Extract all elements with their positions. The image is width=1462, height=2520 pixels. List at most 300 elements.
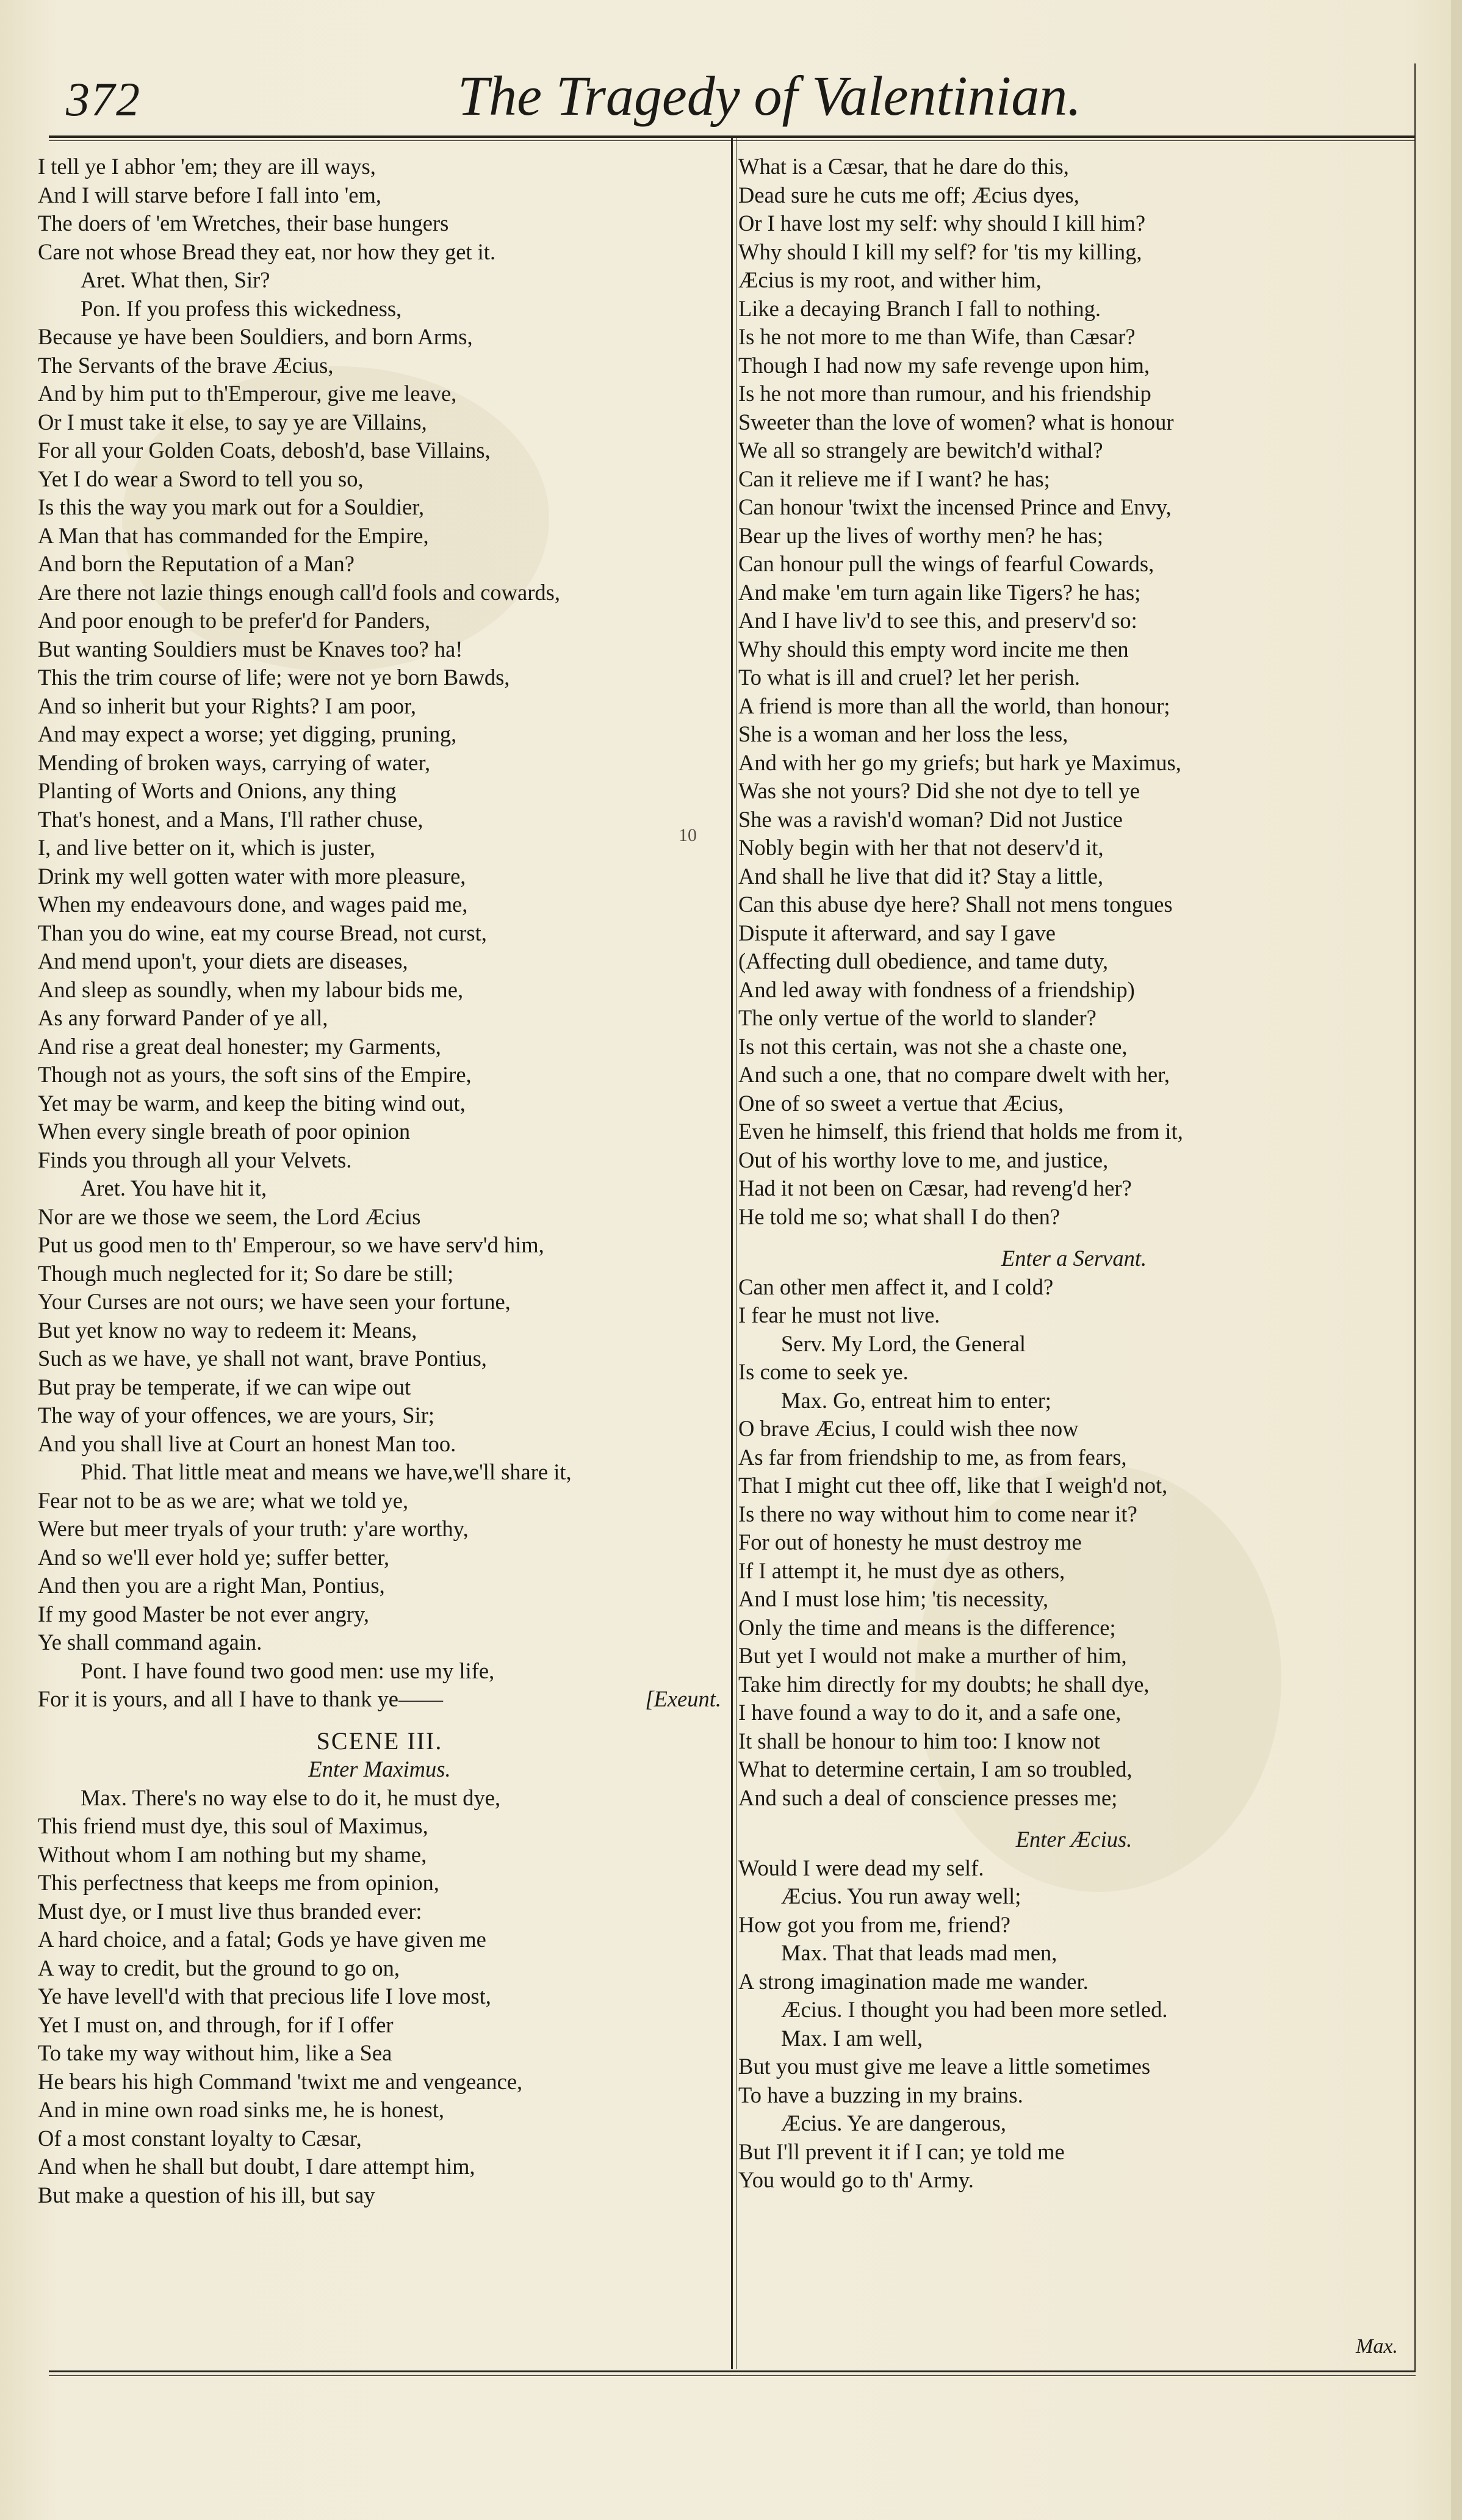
verse-line [738, 550, 1410, 579]
line-text: He bears his high Command 'twixt me and vengeance, [38, 2068, 523, 2094]
spacer [38, 1714, 721, 1727]
line-text: But make a question of his ill, but say [38, 2182, 375, 2208]
line-text: Æcius. You run away well; [781, 1883, 1021, 1908]
verse-line [38, 1260, 721, 1288]
line-text: Were but meer tryals of your truth: y'are worthy, [38, 1516, 469, 1541]
verse-line [738, 493, 1410, 522]
verse-line [738, 1699, 1410, 1727]
verse-line [738, 720, 1410, 749]
line-text: I tell ye I abhor 'em; they are ill ways, [38, 154, 376, 179]
line-text: Bear up the lives of worthy men? he has; [738, 522, 1104, 548]
line-text: Dead sure he cuts me off; Æcius dyes, [738, 182, 1079, 208]
verse-line [38, 1812, 721, 1841]
line-text: Æcius is my root, and wither him, [738, 267, 1042, 292]
line-text: Phid. That little meat and means we have,we'll share it, [81, 1459, 572, 1484]
right-border-rule [1414, 63, 1416, 2370]
line-text: How got you from me, friend? [738, 1912, 1011, 1937]
line-text: Because ye have been Souldiers, and born Arms, [38, 324, 473, 349]
verse-line [38, 352, 721, 380]
verse-line [38, 1117, 721, 1146]
line-text: A strong imagination made me wander. [738, 1968, 1089, 1994]
line-text: Is there no way without him to come near it? [738, 1501, 1137, 1526]
line-text: A Man that has commanded for the Empire, [38, 522, 429, 548]
line-text: Æcius. Ye are dangerous, [781, 2110, 1006, 2136]
line-text: And born the Reputation of a Man? [38, 551, 355, 576]
line-text: And I will starve before I fall into 'em, [38, 182, 382, 208]
line-text: As any forward Pander of ye all, [38, 1005, 328, 1030]
verse-line [738, 2166, 1410, 2195]
line-text: I fear he must not live. [738, 1302, 940, 1327]
line-text: Ye shall command again. [38, 1630, 262, 1655]
line-text: Finds you through all your Velvets. [38, 1147, 352, 1172]
line-text: Though not as yours, the soft sins of the Empire, [38, 1062, 472, 1087]
line-text: Or I have lost my self: why should I kill him? [738, 211, 1146, 236]
verse-line [38, 493, 721, 522]
line-text: Had it not been on Cæsar, had reveng'd her? [738, 1175, 1132, 1200]
verse-line [38, 1685, 721, 1714]
verse-line [738, 1784, 1410, 1813]
line-text: This perfectness that keeps me from opinion, [38, 1870, 439, 1895]
line-text: The only vertue of the world to slander? [738, 1005, 1096, 1030]
line-text: And such a one, that no compare dwelt with her, [738, 1062, 1170, 1087]
verse-line [738, 1968, 1410, 1996]
line-text: And sleep as soundly, when my labour bids me, [38, 977, 464, 1002]
verse-line [738, 522, 1410, 551]
verse-line [38, 579, 721, 607]
verse-line [38, 238, 721, 267]
line-text: And such a deal of conscience presses me; [738, 1785, 1118, 1810]
line-text: Can honour 'twixt the incensed Prince and Envy, [738, 494, 1172, 519]
line-text: And led away with fondness of a friendship) [738, 977, 1135, 1002]
line-text: I, and live better on it, which is juster, [38, 835, 376, 860]
verse-line [38, 1373, 721, 1402]
verse-line [38, 2068, 721, 2096]
verse-line [38, 380, 721, 408]
scene-heading [38, 1727, 721, 1756]
line-text: And then you are a right Man, Pontius, [38, 1573, 385, 1598]
line-text: When my endeavours done, and wages paid me, [38, 892, 468, 917]
verse-line [738, 352, 1410, 380]
line-text: Like a decaying Branch I fall to nothing. [738, 295, 1101, 321]
verse-line [38, 635, 721, 664]
verse-line [738, 1670, 1410, 1699]
verse-line [738, 1273, 1410, 1302]
verse-line [38, 919, 721, 948]
line-text: And I must lose him; 'tis necessity, [738, 1586, 1049, 1611]
line-text: Is not this certain, was not she a chaste one, [738, 1033, 1128, 1059]
line-text: And so we'll ever hold ye; suffer better, [38, 1544, 390, 1570]
line-text: Is he not more than rumour, and his friendship [738, 381, 1151, 406]
line-text: Can this abuse dye here? Shall not mens tongues [738, 892, 1173, 917]
verse-line [38, 209, 721, 238]
verse-line [38, 1231, 721, 1260]
verse-line [38, 1288, 721, 1316]
verse-line [738, 2109, 1410, 2138]
line-text: O brave Æcius, I could wish thee now [738, 1416, 1079, 1441]
verse-line [738, 1911, 1410, 1940]
verse-line [738, 1614, 1410, 1642]
column-divider [731, 135, 733, 2369]
verse-line [738, 153, 1410, 181]
verse-line [738, 1755, 1410, 1784]
line-text: Nor are we those we seem, the Lord Æcius [38, 1204, 421, 1229]
verse-line [38, 1784, 721, 1813]
verse-line [38, 1628, 721, 1657]
line-text: Max. Go, entreat him to enter; [781, 1387, 1051, 1413]
verse-line [738, 1146, 1410, 1175]
verse-line [38, 1458, 721, 1487]
verse-line [738, 238, 1410, 267]
verse-line [38, 890, 721, 919]
line-text: Your Curses are not ours; we have seen your fortune, [38, 1289, 511, 1314]
line-text: Max. That that leads mad men, [781, 1940, 1057, 1965]
line-text: You would go to th' Army. [738, 2167, 974, 2192]
verse-line [738, 1557, 1410, 1586]
footer-rule-thin [49, 2375, 1416, 2376]
line-text: And shall he live that did it? Stay a little, [738, 863, 1104, 889]
line-text: Though I had now my safe revenge upon him, [738, 352, 1150, 378]
line-text: Put us good men to th' Emperour, so we have serv'd him, [38, 1232, 544, 1257]
verse-line [738, 976, 1410, 1005]
verse-line [738, 862, 1410, 891]
line-text: Dispute it afterward, and say I gave [738, 920, 1056, 945]
verse-line [38, 692, 721, 721]
line-text: Mending of broken ways, carrying of water, [38, 749, 431, 775]
verse-line [38, 266, 721, 295]
verse-line [738, 777, 1410, 806]
verse-line [38, 153, 721, 181]
verse-line [738, 1387, 1410, 1415]
verse-line [738, 1727, 1410, 1756]
line-text: This friend must dye, this soul of Maximus, [38, 1813, 428, 1838]
verse-line [738, 834, 1410, 862]
verse-line [38, 1869, 721, 1897]
line-text: The Servants of the brave Æcius, [38, 352, 334, 378]
line-text: A hard choice, and a fatal; Gods ye have given me [38, 1927, 486, 1952]
line-text: Than you do wine, eat my course Bread, not curst, [38, 920, 487, 945]
line-text: When every single breath of poor opinion [38, 1119, 411, 1144]
verse-line [38, 1841, 721, 1869]
verse-line [738, 1471, 1410, 1500]
verse-line [738, 1882, 1410, 1911]
verse-line [738, 295, 1410, 323]
verse-line [38, 323, 721, 352]
verse-line [738, 1854, 1410, 1883]
line-text: To have a buzzing in my brains. [738, 2082, 1023, 2107]
line-text: Can it relieve me if I want? he has; [738, 466, 1050, 491]
line-text: He told me so; what shall I do then? [738, 1204, 1060, 1229]
line-text: Fear not to be as we are; what we told ye, [38, 1487, 409, 1513]
line-text: We all so strangely are bewitch'd withal? [738, 438, 1103, 463]
line-text: But pray be temperate, if we can wipe out [38, 1374, 411, 1399]
verse-line [38, 1954, 721, 1983]
line-text: And I have liv'd to see this, and preserv'd so: [738, 608, 1137, 633]
line-text: If I attempt it, he must dye as others, [738, 1558, 1065, 1583]
verse-line [738, 1174, 1410, 1203]
line-text: That's honest, and a Mans, I'll rather chuse, [38, 806, 423, 832]
verse-line [738, 1203, 1410, 1232]
verse-line [738, 2024, 1410, 2053]
line-text: Was she not yours? Did she not dye to tell ye [738, 778, 1140, 803]
verse-line [738, 2081, 1410, 2110]
verse-line [738, 749, 1410, 778]
verse-line [738, 408, 1410, 437]
verse-line [38, 1033, 721, 1061]
line-text: And poor enough to be prefer'd for Panders, [38, 608, 431, 633]
verse-line [38, 1657, 721, 1686]
line-text: To what is ill and cruel? let her perish. [738, 665, 1080, 690]
line-text: But I'll prevent it if I can; ye told me [738, 2139, 1065, 2164]
verse-line [738, 692, 1410, 721]
verse-line [38, 1487, 721, 1515]
verse-line [738, 181, 1410, 210]
line-text: Such as we have, ye shall not want, brave Pontius, [38, 1346, 487, 1371]
verse-line [738, 1500, 1410, 1529]
verse-line [38, 1004, 721, 1033]
line-text: Must dye, or I must live thus branded ever: [38, 1898, 422, 1924]
line-text: Without whom I am nothing but my shame, [38, 1841, 427, 1867]
verse-line [38, 1316, 721, 1345]
verse-line [738, 947, 1410, 976]
verse-line [38, 1572, 721, 1600]
verse-line [38, 2153, 721, 2181]
line-text: Would I were dead my self. [738, 1855, 984, 1880]
line-text: Enter a Servant. [1001, 1246, 1147, 1271]
right-text-column [738, 153, 1410, 2195]
verse-line [38, 2096, 721, 2125]
line-text: Serv. My Lord, the General [781, 1330, 1026, 1356]
verse-line [38, 181, 721, 210]
verse-line [738, 1415, 1410, 1443]
line-text: Why should I kill my self? for 'tis my killing, [738, 239, 1142, 264]
line-text: Sweeter than the love of women? what is honour [738, 409, 1174, 435]
line-text: And when he shall but doubt, I dare attempt him, [38, 2154, 475, 2179]
line-text: (Affecting dull obedience, and tame duty, [738, 948, 1109, 973]
verse-line [38, 2125, 721, 2153]
line-text: Of a most constant loyalty to Cæsar, [38, 2125, 362, 2151]
line-text: SCENE III. [316, 1727, 443, 1755]
line-text: She was a ravish'd woman? Did not Justice [738, 806, 1123, 832]
verse-line [738, 1443, 1410, 1472]
left-text-column [38, 153, 721, 2209]
exit-direction: [Exeunt. [645, 1686, 721, 1711]
line-text: Planting of Worts and Onions, any thing [38, 778, 397, 803]
line-text: But yet know no way to redeem it: Means, [38, 1317, 417, 1343]
verse-line [738, 1089, 1410, 1118]
line-text: Even he himself, this friend that holds me from it, [738, 1119, 1183, 1144]
line-text: Why should this empty word incite me then [738, 636, 1129, 662]
verse-line [38, 777, 721, 806]
line-text: Only the time and means is the difference; [738, 1614, 1116, 1640]
line-text: What is a Cæsar, that he dare do this, [738, 154, 1069, 179]
verse-line [738, 1117, 1410, 1146]
verse-line [738, 266, 1410, 295]
verse-line [738, 1939, 1410, 1968]
stage-direction [38, 1755, 721, 1784]
verse-line [38, 720, 721, 749]
verse-line [38, 976, 721, 1005]
verse-line [38, 2181, 721, 2210]
line-text: What to determine certain, I am so troubled, [738, 1756, 1133, 1782]
verse-line [38, 1982, 721, 2011]
line-text: Can other men affect it, and I cold? [738, 1274, 1054, 1299]
line-text: Care not whose Bread they eat, nor how they get it. [38, 239, 496, 264]
line-text: For it is yours, and all I have to thank ye—— [38, 1686, 443, 1711]
verse-line [738, 1033, 1410, 1061]
line-text: Take him directly for my doubts; he shall dye, [738, 1671, 1150, 1697]
verse-line [38, 1203, 721, 1232]
line-text: Aret. What then, Sir? [81, 267, 270, 292]
footer-rule [49, 2370, 1416, 2372]
verse-line [738, 890, 1410, 919]
line-text: As far from friendship to me, as from fears, [738, 1444, 1127, 1470]
line-text: The way of your offences, we are yours, Sir; [38, 1403, 435, 1428]
line-text: And with her go my griefs; but hark ye Maximus, [738, 749, 1181, 775]
spacer [738, 1231, 1410, 1244]
line-text: Max. I am well, [781, 2025, 923, 2051]
line-text: For out of honesty he must destroy me [738, 1529, 1082, 1554]
line-text: And in mine own road sinks me, he is honest, [38, 2097, 445, 2122]
line-text: Is come to seek ye. [738, 1359, 909, 1384]
verse-line [38, 1401, 721, 1430]
verse-line [738, 1004, 1410, 1033]
line-text: One of so sweet a vertue that Æcius, [738, 1090, 1064, 1116]
verse-line [738, 1585, 1410, 1614]
catchword: Max. [1356, 2335, 1398, 2358]
verse-line [38, 607, 721, 635]
verse-line [38, 1430, 721, 1459]
line-text: Ye have levell'd with that precious life I love most, [38, 1984, 491, 2009]
line-text: But wanting Souldiers must be Knaves too? ha! [38, 636, 463, 662]
verse-line [38, 1515, 721, 1543]
line-text: But you must give me leave a little sometimes [738, 2054, 1151, 2079]
verse-line [38, 550, 721, 579]
verse-line [738, 1528, 1410, 1557]
line-text: And rise a great deal honester; my Garments, [38, 1033, 441, 1059]
verse-line [38, 1543, 721, 1572]
verse-line [738, 579, 1410, 607]
line-text: For all your Golden Coats, debosh'd, base Villains, [38, 438, 491, 463]
verse-line [38, 1146, 721, 1175]
verse-line [38, 749, 721, 778]
verse-line [38, 465, 721, 494]
line-text: Æcius. I thought you had been more setled. [781, 1997, 1168, 2022]
verse-line [38, 522, 721, 551]
verse-line [38, 436, 721, 465]
verse-line [38, 1174, 721, 1203]
line-text: Yet I must on, and through, for if I offer [38, 2012, 394, 2037]
line-text: And may expect a worse; yet digging, pruning, [38, 721, 457, 746]
line-text: And make 'em turn again like Tigers? he has; [738, 579, 1141, 605]
page-number: 372 [66, 73, 141, 126]
line-text: And you shall live at Court an honest Man too. [38, 1431, 456, 1456]
line-text: And mend upon't, your diets are diseases, [38, 948, 408, 973]
line-text: This the trim course of life; were not ye born Bawds, [38, 665, 510, 690]
verse-line [38, 1926, 721, 1954]
verse-line [738, 2052, 1410, 2081]
line-text: But yet I would not make a murther of him, [738, 1643, 1127, 1668]
verse-line [38, 295, 721, 323]
running-title: The Tragedy of Valentinian. [458, 65, 1082, 127]
verse-line [38, 1061, 721, 1089]
verse-line [738, 919, 1410, 948]
line-text: The doers of 'em Wretches, their base hungers [38, 211, 449, 236]
spacer [738, 1812, 1410, 1825]
line-text: A way to credit, but the ground to go on, [38, 1955, 400, 1980]
line-text: And by him put to th'Emperour, give me leave, [38, 381, 457, 406]
stage-direction [738, 1244, 1410, 1273]
verse-line [38, 1897, 721, 1926]
verse-line [38, 1345, 721, 1373]
line-text: To take my way without him, like a Sea [38, 2040, 392, 2065]
line-text: It shall be honour to him too: I know not [738, 1728, 1101, 1753]
verse-line [738, 323, 1410, 352]
line-text: That I might cut thee off, like that I weigh'd not, [738, 1473, 1168, 1498]
line-text: Is he not more to me than Wife, than Cæsar? [738, 324, 1136, 349]
line-text: Nobly begin with her that not deserv'd it, [738, 835, 1104, 860]
line-text: I have found a way to do it, and a safe one, [738, 1700, 1122, 1725]
verse-line [738, 1301, 1410, 1330]
verse-line [738, 209, 1410, 238]
verse-line [738, 1061, 1410, 1089]
margin-line-number: 10 [679, 825, 697, 845]
verse-line [38, 947, 721, 976]
line-text: Yet I do wear a Sword to tell you so, [38, 466, 364, 491]
line-text: Drink my well gotten water with more pleasure, [38, 863, 466, 889]
verse-line [738, 1642, 1410, 1670]
verse-line [738, 1996, 1410, 2024]
verse-line [38, 2011, 721, 2040]
verse-line [738, 1358, 1410, 1387]
line-text: Enter Æcius. [1015, 1827, 1133, 1852]
verse-line [738, 380, 1410, 408]
verse-line [38, 1600, 721, 1629]
verse-line [738, 806, 1410, 834]
verse-line [38, 1089, 721, 1118]
line-text: Out of his worthy love to me, and justice, [738, 1147, 1109, 1172]
verse-line [38, 2039, 721, 2068]
verse-line [738, 663, 1410, 692]
verse-line [738, 2138, 1410, 2167]
line-text: And so inherit but your Rights? I am poor, [38, 693, 416, 718]
line-text: Aret. You have hit it, [81, 1175, 267, 1200]
line-text: Or I must take it else, to say ye are Villains, [38, 409, 427, 435]
verse-line [738, 436, 1410, 465]
line-text: A friend is more than all the world, than honour; [738, 693, 1170, 718]
verse-line [38, 834, 721, 862]
line-text: She is a woman and her loss the less, [738, 721, 1068, 746]
verse-line [738, 1330, 1410, 1359]
stage-direction [738, 1825, 1410, 1854]
line-text: Enter Maximus. [308, 1756, 451, 1782]
line-text: Though much neglected for it; So dare be still; [38, 1260, 454, 1286]
line-text: If my good Master be not ever angry, [38, 1601, 369, 1626]
line-text: Can honour pull the wings of fearful Cowards, [738, 551, 1154, 576]
verse-line [38, 408, 721, 437]
line-text: Are there not lazie things enough call'd fools and cowards, [38, 579, 560, 605]
page-edge [1451, 0, 1462, 2520]
line-text: Pon. If you profess this wickedness, [81, 295, 402, 321]
line-text: Yet may be warm, and keep the biting wind out, [38, 1090, 466, 1116]
line-text: Is this the way you mark out for a Souldier, [38, 494, 425, 519]
verse-line [38, 806, 721, 834]
line-text: Max. There's no way else to do it, he must dye, [81, 1785, 501, 1810]
line-text: Pont. I have found two good men: use my life, [81, 1658, 495, 1683]
verse-line [738, 635, 1410, 664]
verse-line [38, 862, 721, 891]
verse-line [738, 465, 1410, 494]
verse-line [738, 607, 1410, 635]
